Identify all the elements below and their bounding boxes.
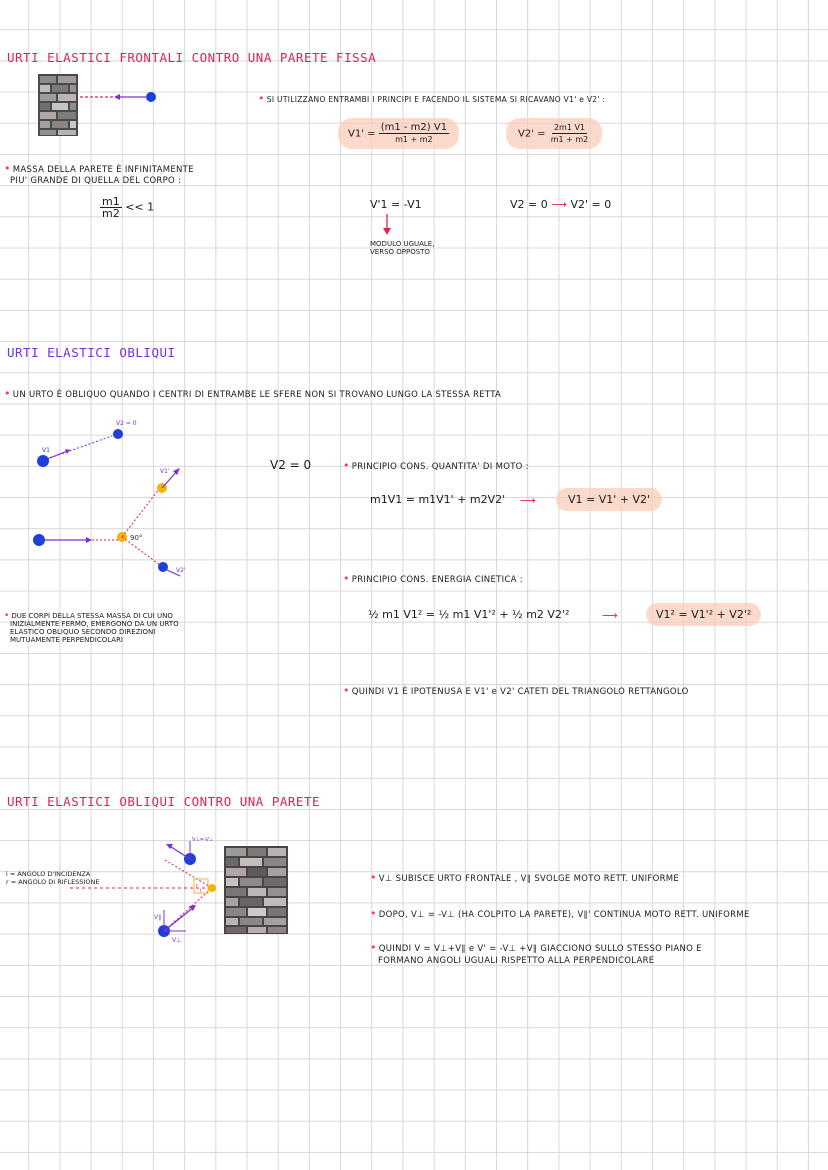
triangle-conclusion: • QUINDI V1 È IPOTENUSA E V1' e V2' CATETI DEL TRIANGOLO RETTANGOLO: [343, 684, 689, 697]
ball-blue-after: [158, 562, 168, 572]
frontal-wall-diagram: [38, 74, 168, 140]
wall-bullet-1: • V⊥ SUBISCE URTO FRONTALE , V∥ SVOLGE MOTO RETT. UNIFORME: [370, 871, 680, 884]
momentum-title: • PRINCIPIO CONS. QUANTITA' DI MOTO :: [343, 459, 529, 472]
svg-text:V2': V2': [176, 567, 186, 574]
formula-v1-prime: V1' = $\frac{(m1 - m2) V1}{m1 + m2}$: [338, 118, 459, 149]
section2-title: URTI ELASTICI OBLIQUI: [7, 345, 176, 360]
section3-title: URTI ELASTICI OBLIQUI CONTRO UNA PARETE: [7, 794, 320, 809]
svg-text:r: r: [196, 883, 199, 889]
mass-note: • MASSA DELLA PARETE È INFINITAMENTE PIU' GRANDE DI QUELLA DEL CORPO :: [4, 162, 194, 186]
svg-text:90°: 90°: [130, 534, 143, 542]
energy-title: • PRINCIPIO CONS. ENERGIA CINETICA :: [343, 572, 523, 585]
momentum-result: V1 = V1' + V2': [556, 488, 662, 511]
wall-bullet-2: • DOPO, V⊥ = -V⊥ (HA COLPITO LA PARETE), V∥' CONTINUA MOTO RETT. UNIFORME: [370, 907, 750, 920]
wall-bullet-3: • QUINDI V = V⊥+V∥ e V' = -V⊥ +V∥ GIACCIONO SULLO STESSO PIANO E FORMANO ANGOLI UGUALI RISPETTO ALLA PERPENDICOLARE: [370, 941, 702, 966]
svg-text:V⊥: V⊥: [172, 937, 182, 944]
mass-ratio: $\frac{m1}{m2}$ << 1: [102, 195, 155, 220]
ball-m1-after: [33, 534, 45, 546]
arrow-icon: ⟶: [520, 494, 536, 507]
brick-wall-icon-2: [224, 846, 288, 934]
svg-text:V1': V1': [160, 468, 170, 475]
formula-v2-prime: V2' = $\frac{2m1 V1}{m1 + m2}$: [506, 118, 602, 149]
svg-text:V1: V1: [42, 447, 50, 454]
energy-equation: ½ m1 V1² = ½ m1 V1'² + ½ m2 V2'²: [368, 608, 570, 621]
section1-title: URTI ELASTICI FRONTALI CONTRO UNA PARETE FISSA: [7, 50, 377, 65]
brick-wall-icon: [38, 74, 78, 136]
oblique-collision-diagram: [30, 418, 200, 588]
result-v2: V2 = 0 ⟶ V2' = 0: [510, 198, 612, 211]
result-v1: V'1 = -V1: [370, 198, 422, 211]
v2-zero-label: V2 = 0: [116, 420, 137, 427]
angle-legend: i = ANGOLO D'INCIDENZA r = ANGOLO DI RIFLESSIONE: [6, 870, 100, 886]
momentum-equation: m1V1 = m1V1' + m2V2': [370, 493, 506, 506]
svg-text:i: i: [200, 888, 202, 894]
svg-text:V∥: V∥: [154, 914, 162, 921]
svg-text:V⊥=-V⊥: V⊥=-V⊥: [192, 837, 214, 843]
energy-result: V1² = V1'² + V2'²: [646, 603, 761, 626]
v2-zero: V2 = 0: [270, 458, 312, 472]
ball-m1-before: [37, 455, 49, 467]
ball-m1: [146, 92, 156, 102]
result-note: MODULO UGUALE, VERSO OPPOSTO: [370, 240, 435, 256]
same-mass-note: • DUE CORPI DELLA STESSA MASSA DI CUI UNO INIZIALMENTE FERMO, EMERGONO DA UN URTO ELASTICO OBLIQUO SECONDO DIREZIONI MUTUAMENTE PERPENDICOLARI: [4, 611, 179, 644]
down-arrow-icon: [382, 214, 392, 236]
section1-intro: • SI UTILIZZANO ENTRAMBI I PRINCIPI E FACENDO IL SISTEMA SI RICAVANO V1' e V2' :: [258, 92, 606, 105]
oblique-definition: • UN URTO È OBLIQUO QUANDO I CENTRI DI ENTRAMBE LE SFERE NON SI TROVANO LUNGO LA STESSA RETTA: [4, 387, 502, 400]
arrow-icon-2: ⟶: [602, 609, 618, 622]
